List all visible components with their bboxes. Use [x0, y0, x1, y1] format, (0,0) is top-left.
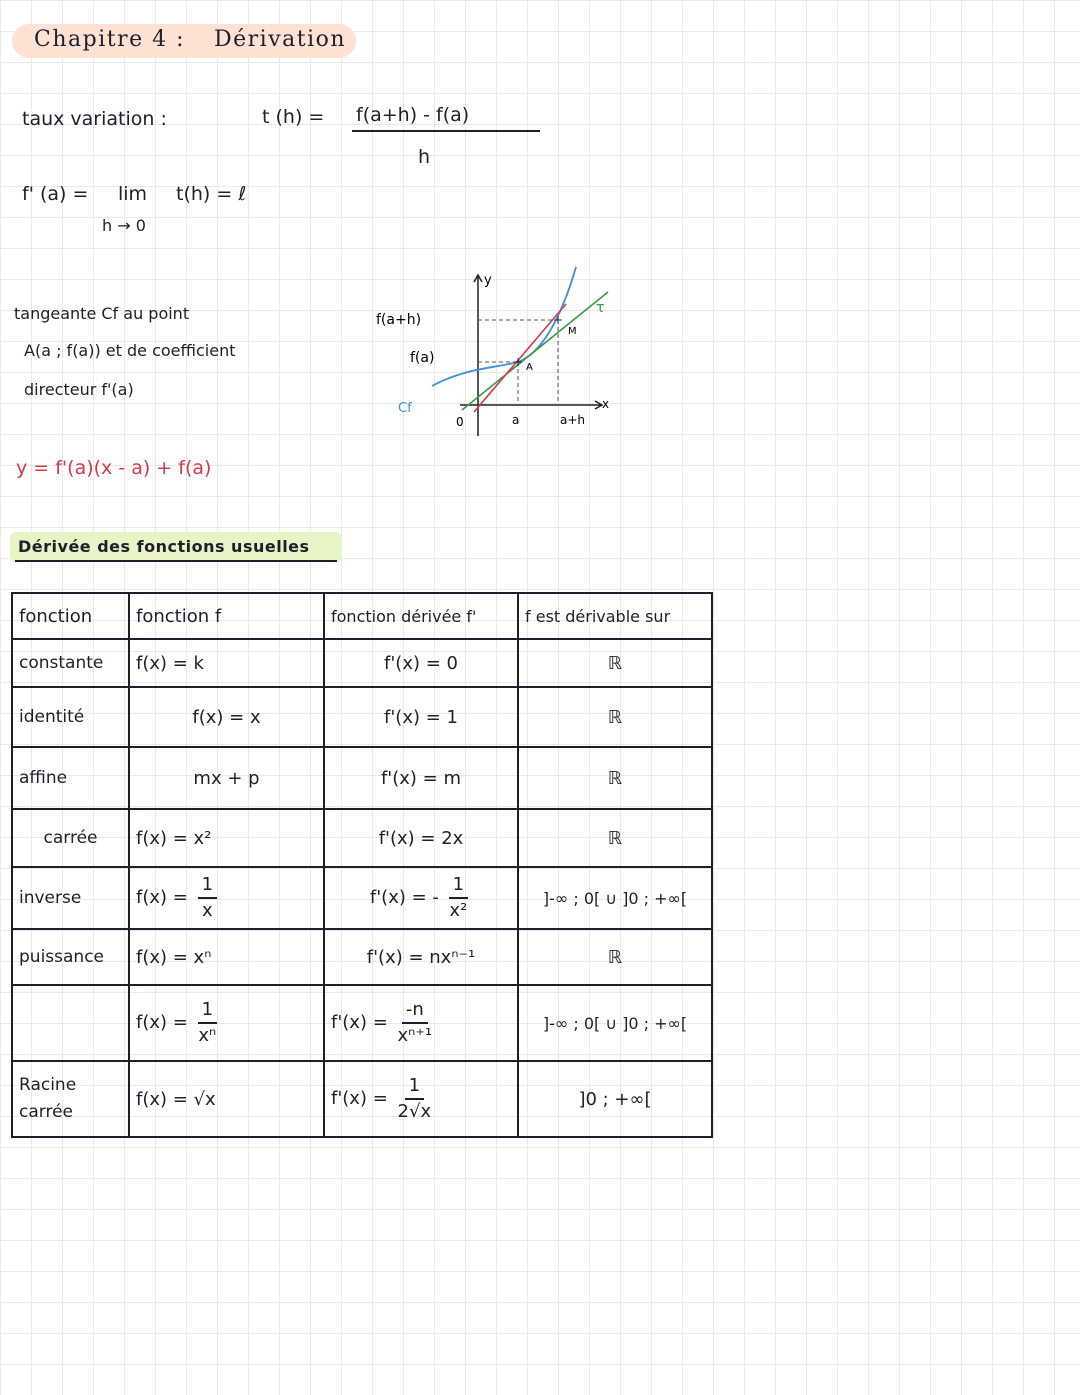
header-fonction-f: fonction f: [129, 593, 324, 639]
table-row: [12, 929, 712, 985]
row-f: f(x) = √x: [129, 1061, 324, 1137]
row-name: identité: [12, 687, 129, 747]
table-row: [12, 809, 712, 867]
row-domain: ]-∞ ; 0[ ∪ ]0 ; +∞[: [518, 985, 712, 1061]
row-df: f'(x) = 0: [324, 639, 518, 687]
row-domain: ]0 ; +∞[: [518, 1061, 712, 1137]
row-f-den: xⁿ: [198, 1025, 217, 1046]
row-df: [324, 1061, 518, 1137]
taux-denominator: h: [418, 146, 431, 168]
tangent-line-2: A(a ; f(a)) et de coefficient: [24, 341, 236, 360]
tangent-equation: y = f'(a)(x - a) + f(a): [16, 457, 212, 479]
row-f: mx + p: [129, 747, 324, 809]
point-A-mark: +: [512, 355, 524, 369]
row-f-num: 1: [198, 1000, 217, 1024]
taux-label: taux variation :: [22, 108, 167, 130]
row-df-lhs: f'(x) =: [331, 1088, 388, 1109]
row-domain: ℝ: [518, 639, 712, 687]
row-name: inverse: [12, 867, 129, 929]
row-df-lhs: f'(x) =: [331, 1012, 388, 1033]
graph-label-origin: 0: [456, 415, 464, 429]
taux-numerator: f(a+h) - f(a): [356, 104, 470, 126]
row-df-num: 1: [405, 1076, 424, 1100]
row-df-den: 2√x: [397, 1101, 432, 1122]
table-row: [12, 1061, 712, 1137]
table-row: [12, 867, 712, 929]
graph-label-fah: f(a+h): [376, 312, 422, 328]
row-df-fraction: [398, 1076, 432, 1122]
row-name: carrée: [12, 809, 129, 867]
limit-expr: t(h) = ℓ: [176, 183, 247, 205]
limit-lhs: f' (a) =: [22, 183, 89, 205]
row-domain: ℝ: [518, 747, 712, 809]
row-df: f'(x) = 2x: [324, 809, 518, 867]
row-f: [129, 985, 324, 1061]
point-M-mark: +: [552, 313, 564, 327]
row-f-fraction: [198, 875, 217, 921]
row-f: f(x) = xⁿ: [129, 929, 324, 985]
header-fonction: fonction: [12, 593, 129, 639]
tangent-line: [462, 292, 608, 410]
row-domain: ℝ: [518, 809, 712, 867]
row-df: f'(x) = m: [324, 747, 518, 809]
row-df: [324, 867, 518, 929]
row-df-num: 1: [449, 875, 468, 899]
chapter-label: Chapitre 4 :: [34, 27, 186, 52]
row-f-lhs: f(x) =: [136, 887, 188, 908]
header-derivable: f est dérivable sur: [518, 593, 712, 639]
limit-sub: h → 0: [102, 216, 146, 235]
header-derivee: fonction dérivée f': [324, 593, 518, 639]
table-header-row: [12, 593, 712, 639]
row-f-fraction: [198, 1000, 217, 1046]
row-df-num: -n: [402, 1000, 428, 1024]
table-row: [12, 747, 712, 809]
section-underline: [15, 560, 337, 562]
graph-x-label: x: [602, 397, 610, 411]
page-title: Dérivation: [214, 27, 347, 52]
tangent-graph: [370, 262, 630, 442]
row-f: f(x) = k: [129, 639, 324, 687]
row-domain: ℝ: [518, 929, 712, 985]
tangent-line-1: tangeante Cf au point: [14, 304, 190, 323]
row-f-num: 1: [198, 875, 217, 899]
derivative-table: [11, 592, 713, 1138]
row-name: constante: [12, 639, 129, 687]
graph-label-fa: f(a): [410, 350, 435, 366]
row-df-fraction: [398, 1000, 433, 1046]
row-f-lhs: f(x) =: [136, 1012, 188, 1033]
graph-label-M: M: [568, 326, 577, 337]
row-name: Racine carrée: [12, 1061, 129, 1137]
row-df-den: x²: [449, 900, 468, 921]
graph-label-ah: a+h: [560, 413, 586, 427]
row-domain: ℝ: [518, 687, 712, 747]
graph-label-a: a: [512, 413, 520, 427]
row-domain: ]-∞ ; 0[ ∪ ]0 ; +∞[: [518, 867, 712, 929]
row-df-den: xⁿ⁺¹: [397, 1025, 433, 1046]
section-title: Dérivée des fonctions usuelles: [18, 537, 310, 556]
table-row: [12, 985, 712, 1061]
row-df: [324, 985, 518, 1061]
table-row: [12, 639, 712, 687]
graph-label-A: A: [526, 362, 533, 373]
row-name: [12, 985, 129, 1061]
graph-label-T: τ: [596, 300, 605, 316]
limit-op: lim: [118, 183, 148, 205]
row-f: f(x) = x²: [129, 809, 324, 867]
row-df-lhs: f'(x) = -: [369, 887, 439, 908]
row-name: affine: [12, 747, 129, 809]
row-f: f(x) = x: [129, 687, 324, 747]
row-f: [129, 867, 324, 929]
row-df: f'(x) = 1: [324, 687, 518, 747]
taux-fraction-bar: [352, 130, 540, 132]
row-df: f'(x) = nxⁿ⁻¹: [324, 929, 518, 985]
row-f-den: x: [201, 900, 213, 921]
tangent-line-3: directeur f'(a): [24, 380, 134, 399]
graph-label-cf: Cf: [398, 401, 412, 416]
taux-lhs: t (h) =: [262, 106, 325, 128]
row-df-fraction: [449, 875, 468, 921]
graph-y-label: y: [484, 273, 492, 288]
row-name: puissance: [12, 929, 129, 985]
table-row: [12, 687, 712, 747]
